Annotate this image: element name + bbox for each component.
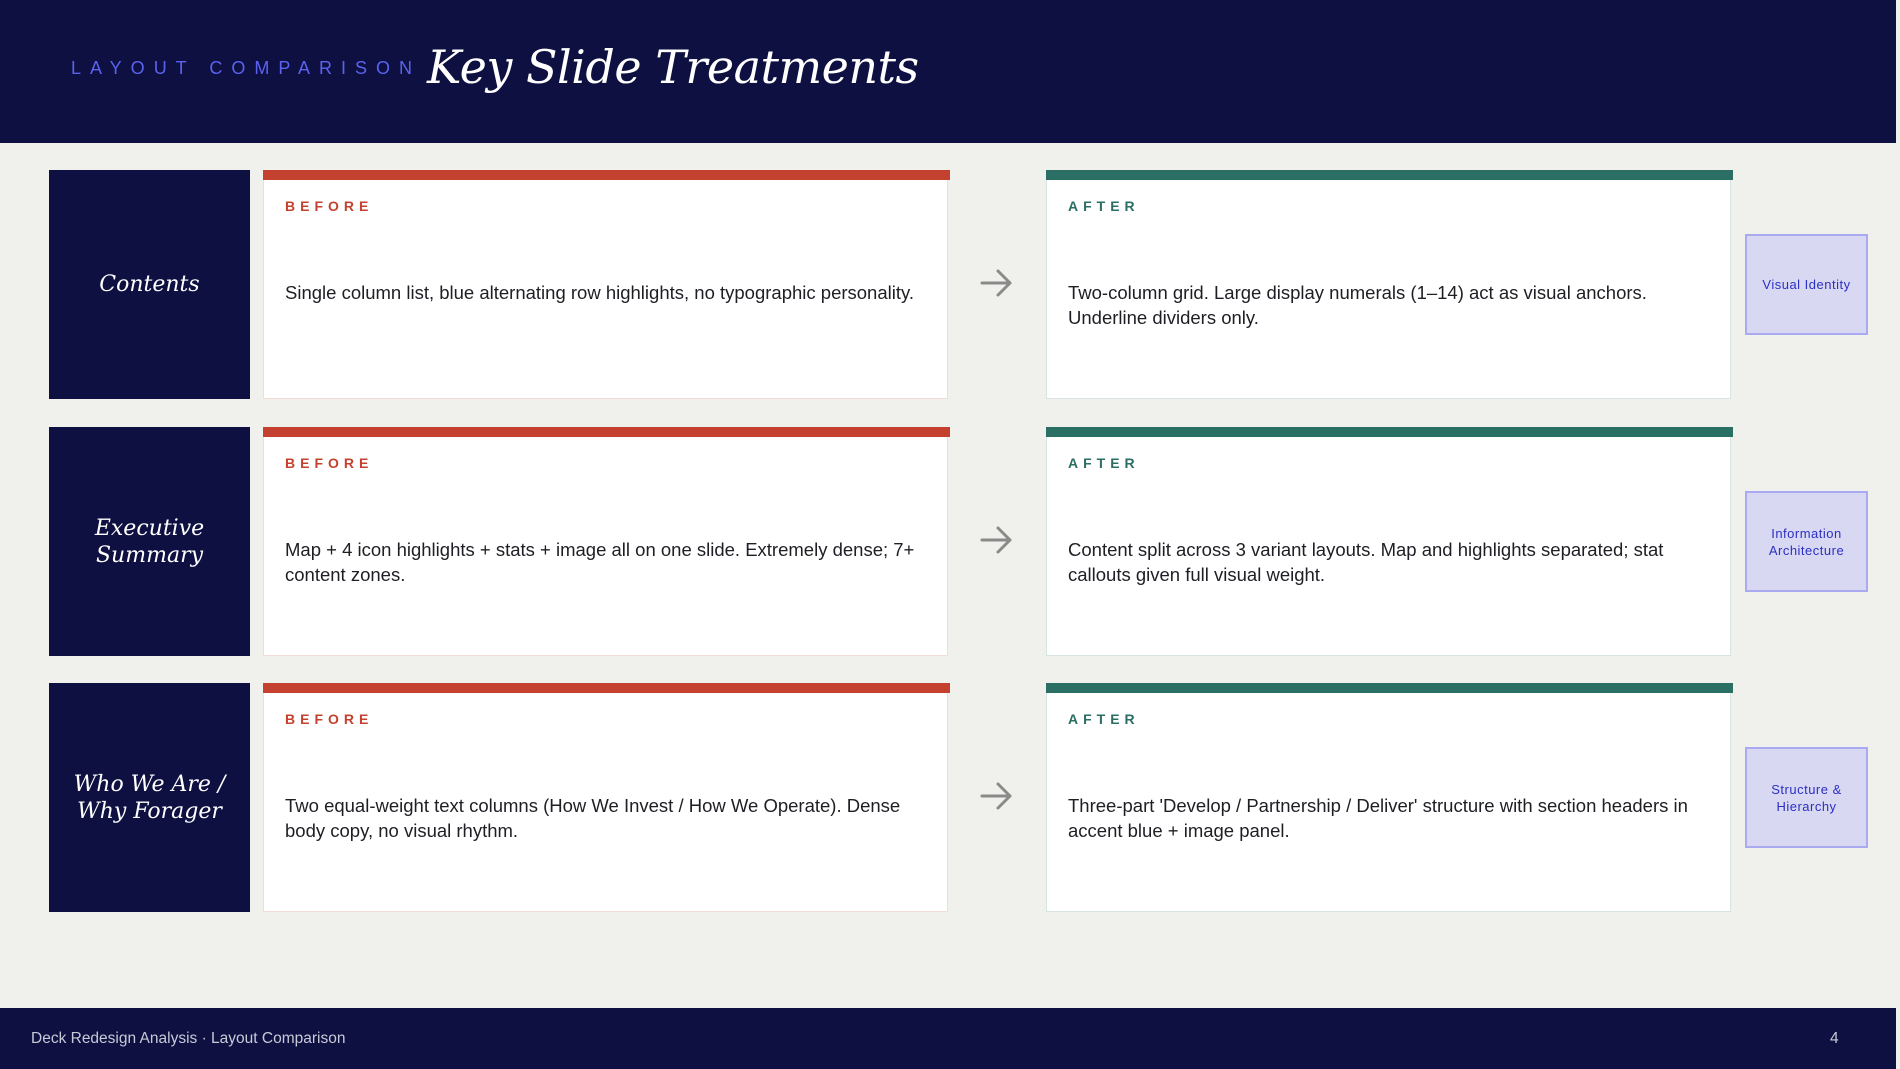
comparison-row (0, 170, 1900, 400)
after-accent-bar (1046, 170, 1733, 180)
after-description: Content split across 3 variant layouts. Map and highlights separated; stat callouts given full visual weight. (1068, 539, 1664, 585)
slide-title: Key Slide Treatments (427, 40, 919, 94)
after-tag: AFTER (1068, 711, 1140, 727)
category-badge: Structure & Hierarchy (1745, 747, 1868, 848)
category-badge: Visual Identity (1745, 234, 1868, 335)
comparison-row (0, 427, 1900, 657)
after-description: Two-column grid. Large display numerals (1–14) act as visual anchors. Underline dividers only. (1068, 282, 1647, 328)
after-tag: AFTER (1068, 455, 1140, 471)
after-card (1046, 170, 1731, 399)
section-eyebrow: LAYOUT COMPARISON (71, 58, 422, 78)
arrow-right-icon (978, 780, 1016, 812)
before-description: Map + 4 icon highlights + stats + image all on one slide. Extremely dense; 7+ content zones. (285, 539, 915, 585)
before-description: Two equal-weight text columns (How We Invest / How We Operate). Dense body copy, no visual rhythm. (285, 795, 901, 841)
arrow-right-icon (978, 524, 1016, 556)
before-accent-bar (263, 683, 950, 693)
slide-header (0, 0, 1896, 143)
comparison-row (0, 683, 1900, 913)
slide-footer (0, 1008, 1896, 1069)
before-tag: BEFORE (285, 711, 374, 727)
before-accent-bar (263, 427, 950, 437)
row-label: Executive Summary (49, 427, 250, 656)
row-label: Who We Are / Why Forager (49, 683, 250, 912)
after-accent-bar (1046, 427, 1733, 437)
category-badge: Information Architecture (1745, 491, 1868, 592)
before-description: Single column list, blue alternating row highlights, no typographic personality. (285, 282, 915, 303)
row-label: Contents (49, 170, 250, 399)
after-tag: AFTER (1068, 198, 1140, 214)
arrow-right-icon (978, 267, 1016, 299)
after-description: Three-part 'Develop / Partnership / Deliver' structure with section headers in accent blue + image panel. (1068, 795, 1688, 841)
before-card (263, 170, 948, 399)
before-accent-bar (263, 170, 950, 180)
footer-text: Deck Redesign Analysis · Layout Comparison (31, 1030, 346, 1047)
after-card (1046, 683, 1731, 912)
before-card (263, 427, 948, 656)
before-tag: BEFORE (285, 455, 374, 471)
after-card (1046, 427, 1731, 656)
before-tag: BEFORE (285, 198, 374, 214)
before-card (263, 683, 948, 912)
after-accent-bar (1046, 683, 1733, 693)
page-number: 4 (1830, 1030, 1839, 1047)
